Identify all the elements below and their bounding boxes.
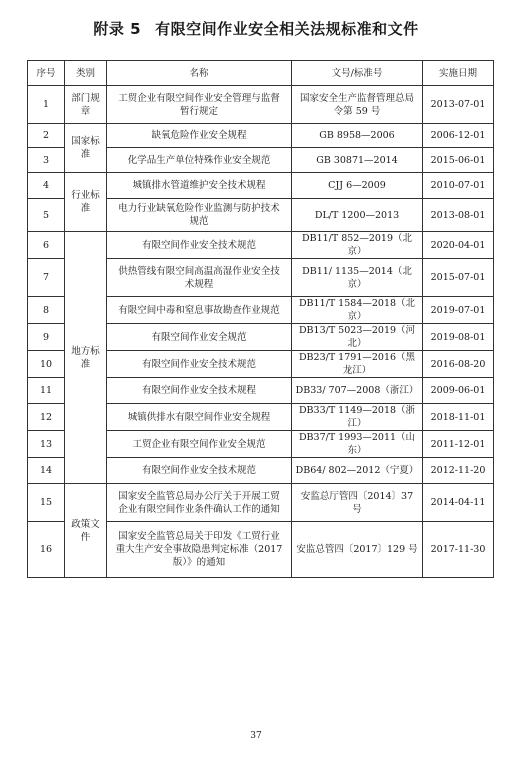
cell-seq: 9: [28, 324, 65, 351]
cell-date: 2019-08-01: [423, 324, 494, 351]
cell-date: 2012-11-20: [423, 458, 494, 484]
cell-doc-no: DB11/T 852—2019（北京）: [292, 232, 423, 259]
cell-seq: 3: [28, 148, 65, 173]
cell-seq: 13: [28, 431, 65, 458]
cell-seq: 11: [28, 378, 65, 404]
header-category: 类别: [65, 61, 107, 86]
cell-name: 城镇供排水有限空间作业安全规程: [107, 404, 292, 431]
cell-name: 有限空间作业安全技术规范: [107, 351, 292, 378]
cell-date: 2013-07-01: [423, 86, 494, 124]
cell-doc-no: DB13/T 5023—2019（河北）: [292, 324, 423, 351]
cell-doc-no: GB 30871—2014: [292, 148, 423, 173]
regulations-table: [27, 60, 494, 578]
cell-doc-no: DL/T 1200—2013: [292, 199, 423, 232]
cell-date: 2015-06-01: [423, 148, 494, 173]
table-row: [28, 173, 494, 199]
table-row: [28, 124, 494, 148]
cell-seq: 16: [28, 522, 65, 578]
cell-name: 工贸企业有限空间作业安全规范: [107, 431, 292, 458]
cell-doc-no: DB37/T 1993—2011（山东）: [292, 431, 423, 458]
appendix-label: 附录 5: [93, 20, 142, 38]
cell-date: 2019-07-01: [423, 297, 494, 324]
cell-date: 2010-07-01: [423, 173, 494, 199]
cell-seq: 14: [28, 458, 65, 484]
page-number: 37: [250, 731, 262, 741]
cell-doc-no: DB23/T 1791—2016（黑龙江）: [292, 351, 423, 378]
cell-category: 国家标准: [65, 124, 107, 173]
cell-name: 工贸企业有限空间作业安全管理与监督暂行规定: [107, 86, 292, 124]
cell-seq: 7: [28, 259, 65, 297]
cell-doc-no: GB 8958—2006: [292, 124, 423, 148]
table-row: [28, 484, 494, 522]
header-doc-no: 文号/标准号: [292, 61, 423, 86]
cell-category: 地方标准: [65, 232, 107, 484]
table-row: [28, 86, 494, 124]
cell-name: 有限空间作业安全技术规范: [107, 458, 292, 484]
cell-category: 行业标准: [65, 173, 107, 232]
cell-doc-no: CJJ 6—2009: [292, 173, 423, 199]
cell-name: 城镇排水管道维护安全技术规程: [107, 173, 292, 199]
page-title: [0, 18, 512, 39]
cell-date: 2015-07-01: [423, 259, 494, 297]
header-seq: 序号: [28, 61, 65, 86]
cell-name: 有限空间作业安全技术规程: [107, 378, 292, 404]
table-row: [28, 232, 494, 259]
cell-doc-no: DB33/T 1149—2018（浙江）: [292, 404, 423, 431]
cell-category: 政策文件: [65, 484, 107, 578]
cell-seq: 10: [28, 351, 65, 378]
cell-seq: 2: [28, 124, 65, 148]
cell-doc-no: 安监总管四〔2017〕129 号: [292, 522, 423, 578]
cell-seq: 5: [28, 199, 65, 232]
cell-date: 2009-06-01: [423, 378, 494, 404]
cell-name: 国家安全监管总局办公厅关于开展工贸企业有限空间作业条件确认工作的通知: [107, 484, 292, 522]
cell-name: 国家安全监管总局关于印发《工贸行业重大生产安全事故隐患判定标准（2017 版）》的通知: [107, 522, 292, 578]
cell-name: 供热管线有限空间高温高湿作业安全技术规程: [107, 259, 292, 297]
cell-doc-no: 国家安全生产监督管理总局 令第 59 号: [292, 86, 423, 124]
cell-doc-no: DB11/ 1135—2014（北京）: [292, 259, 423, 297]
cell-date: 2011-12-01: [423, 431, 494, 458]
cell-seq: 12: [28, 404, 65, 431]
cell-seq: 1: [28, 86, 65, 124]
cell-doc-no: DB11/T 1584—2018（北京）: [292, 297, 423, 324]
appendix-title: 有限空间作业安全相关法规标准和文件: [155, 20, 419, 38]
cell-doc-no: DB33/ 707—2008（浙江）: [292, 378, 423, 404]
cell-seq: 15: [28, 484, 65, 522]
cell-doc-no: DB64/ 802—2012（宁夏）: [292, 458, 423, 484]
cell-seq: 8: [28, 297, 65, 324]
header-name: 名称: [107, 61, 292, 86]
cell-date: 2020-04-01: [423, 232, 494, 259]
cell-seq: 4: [28, 173, 65, 199]
cell-category: 部门规章: [65, 86, 107, 124]
table-header-row: [28, 61, 494, 86]
cell-seq: 6: [28, 232, 65, 259]
cell-name: 化学品生产单位特殊作业安全规范: [107, 148, 292, 173]
cell-date: 2014-04-11: [423, 484, 494, 522]
cell-name: 有限空间作业安全规范: [107, 324, 292, 351]
cell-date: 2006-12-01: [423, 124, 494, 148]
cell-name: 缺氧危险作业安全规程: [107, 124, 292, 148]
cell-name: 电力行业缺氧危险作业监测与防护技术规范: [107, 199, 292, 232]
cell-date: 2017-11-30: [423, 522, 494, 578]
cell-name: 有限空间作业安全技术规范: [107, 232, 292, 259]
header-date: 实施日期: [423, 61, 494, 86]
cell-date: 2016-08-20: [423, 351, 494, 378]
cell-date: 2018-11-01: [423, 404, 494, 431]
cell-date: 2013-08-01: [423, 199, 494, 232]
cell-doc-no: 安监总厅管四〔2014〕37 号: [292, 484, 423, 522]
cell-name: 有限空间中毒和窒息事故勘查作业规范: [107, 297, 292, 324]
